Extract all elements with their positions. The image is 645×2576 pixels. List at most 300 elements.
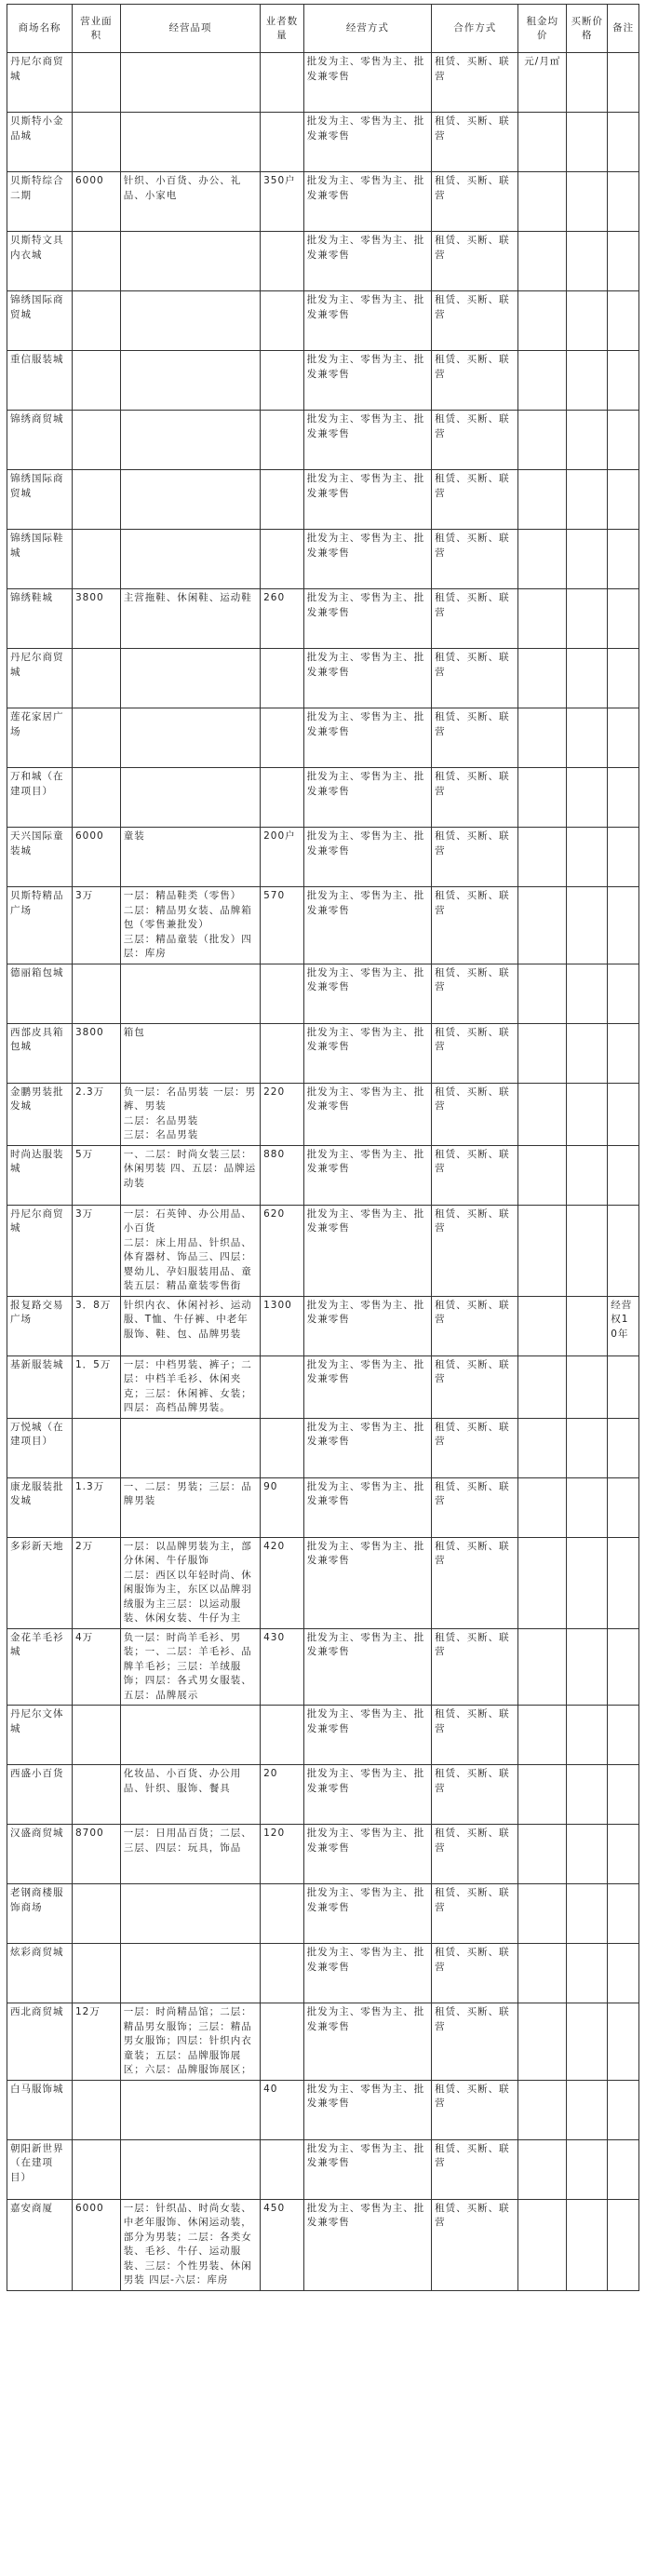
note-cell	[608, 291, 639, 351]
mode-cell-text: 批发为主、零售为主、批发兼零售	[306, 2006, 425, 2032]
rent-cell	[518, 411, 567, 470]
mode-cell	[303, 768, 431, 828]
table-row	[7, 1765, 639, 1825]
coop-cell-text: 租赁、买断、联营	[435, 354, 510, 380]
table-row	[7, 1628, 639, 1706]
mode-cell	[303, 530, 431, 589]
price-cell	[567, 172, 608, 232]
count-cell: 200户	[261, 828, 304, 887]
coop-cell-text: 租赁、买断、联营	[435, 592, 510, 618]
mode-cell	[303, 1765, 431, 1825]
rent-cell	[518, 768, 567, 828]
mode-cell-text: 批发为主、零售为主、批发兼零售	[306, 175, 425, 201]
items-cell: 一层：中档男装、裤子；二层：中档羊毛衫、休闲夹克；三层：休闲裤、女装；四层：高档品牌男装。	[120, 1355, 260, 1418]
coop-cell	[432, 232, 518, 291]
coop-cell-text: 租赁、买断、联营	[435, 1887, 510, 1913]
table-row	[7, 470, 639, 530]
area-cell: 2万	[72, 1537, 120, 1628]
items-cell: 针织内衣、休闲衬衫、运动服、T恤、牛仔裤、中老年服饰、鞋、包、品牌男装	[120, 1296, 260, 1355]
coop-cell	[432, 1418, 518, 1477]
note-cell	[608, 828, 639, 887]
area-cell	[72, 708, 120, 768]
items-cell	[120, 1884, 260, 1944]
mall-name-cell: 康龙服装批发城	[7, 1477, 73, 1537]
mode-cell	[303, 1083, 431, 1145]
note-cell	[608, 2080, 639, 2139]
price-cell	[567, 649, 608, 708]
items-cell	[120, 113, 260, 172]
area-cell: 4万	[72, 1628, 120, 1706]
note-cell	[608, 1537, 639, 1628]
mode-cell	[303, 1628, 431, 1706]
price-cell	[567, 351, 608, 411]
table-row	[7, 1083, 639, 1145]
price-cell	[567, 470, 608, 530]
rent-cell	[518, 1765, 567, 1825]
coop-cell	[432, 828, 518, 887]
count-cell: 220	[261, 1083, 304, 1145]
mode-cell	[303, 589, 431, 649]
coop-cell-text: 租赁、买断、联营	[435, 1299, 510, 1325]
rent-cell	[518, 1296, 567, 1355]
coop-cell	[432, 2080, 518, 2139]
coop-cell-text: 租赁、买断、联营	[435, 1708, 510, 1734]
coop-cell	[432, 1628, 518, 1706]
mall-name-cell: 西盛小百货	[7, 1765, 73, 1825]
rent-cell	[518, 291, 567, 351]
coop-cell-text: 租赁、买断、联营	[435, 1480, 510, 1506]
mall-name-cell: 基新服装城	[7, 1355, 73, 1418]
coop-cell-text: 租赁、买断、联营	[435, 966, 510, 992]
coop-cell	[432, 1355, 518, 1418]
coop-cell-text: 租赁、买断、联营	[435, 294, 510, 320]
table-row	[7, 887, 639, 964]
price-cell	[567, 113, 608, 172]
rent-cell	[518, 470, 567, 530]
note-cell	[608, 887, 639, 964]
items-cell	[120, 411, 260, 470]
area-cell: 3800	[72, 1023, 120, 1083]
mall-name-cell: 丹尼尔商贸城	[7, 649, 73, 708]
count-cell	[261, 470, 304, 530]
rent-cell	[518, 232, 567, 291]
price-cell	[567, 530, 608, 589]
area-cell	[72, 530, 120, 589]
mode-cell-text: 批发为主、零售为主、批发兼零售	[306, 1708, 425, 1734]
area-cell: 3万	[72, 887, 120, 964]
table-row	[7, 768, 639, 828]
count-cell	[261, 708, 304, 768]
table-row	[7, 1477, 639, 1537]
note-cell	[608, 1628, 639, 1706]
price-cell	[567, 1477, 608, 1537]
items-cell	[120, 2139, 260, 2199]
mode-cell	[303, 1537, 431, 1628]
mode-cell	[303, 291, 431, 351]
rent-cell	[518, 172, 567, 232]
price-cell	[567, 2199, 608, 2290]
count-cell	[261, 1418, 304, 1477]
coop-cell-text: 租赁、买断、联营	[435, 2083, 510, 2109]
coop-cell	[432, 470, 518, 530]
count-cell: 570	[261, 887, 304, 964]
mall-name-cell: 丹尼尔文体城	[7, 1706, 73, 1765]
rent-cell	[518, 1145, 567, 1205]
mode-cell	[303, 2003, 431, 2081]
mode-cell-text: 批发为主、零售为主、批发兼零售	[306, 830, 425, 856]
area-cell: 3．8万	[72, 1296, 120, 1355]
mode-cell-text: 批发为主、零售为主、批发兼零售	[306, 771, 425, 797]
items-cell: 一、二层：时尚女装三层：休闲男装 四、五层：品牌运动装	[120, 1145, 260, 1205]
market-table	[7, 4, 639, 2291]
mode-cell	[303, 708, 431, 768]
coop-cell	[432, 768, 518, 828]
area-cell	[72, 964, 120, 1023]
table-row	[7, 828, 639, 887]
table-row	[7, 232, 639, 291]
note-cell	[608, 1825, 639, 1884]
note-cell	[608, 2003, 639, 2081]
mode-cell-text: 批发为主、零售为主、批发兼零售	[306, 413, 425, 439]
mode-cell-text: 批发为主、零售为主、批发兼零售	[306, 533, 425, 559]
coop-cell	[432, 1884, 518, 1944]
area-cell	[72, 232, 120, 291]
count-cell: 40	[261, 2080, 304, 2139]
table-row	[7, 1418, 639, 1477]
coop-cell-text: 租赁、买断、联营	[435, 2202, 510, 2228]
header-mode: 经营方式	[303, 5, 431, 53]
area-cell: 1.3万	[72, 1477, 120, 1537]
price-cell	[567, 1023, 608, 1083]
table-row	[7, 172, 639, 232]
mode-cell-text: 批发为主、零售为主、批发兼零售	[306, 1421, 425, 1447]
coop-cell-text: 租赁、买断、联营	[435, 1207, 510, 1234]
price-cell	[567, 53, 608, 113]
count-cell	[261, 649, 304, 708]
price-cell	[567, 1145, 608, 1205]
price-cell	[567, 1706, 608, 1765]
items-cell	[120, 530, 260, 589]
coop-cell	[432, 1765, 518, 1825]
count-cell	[261, 1884, 304, 1944]
rent-cell	[518, 1537, 567, 1628]
coop-cell	[432, 1296, 518, 1355]
coop-cell	[432, 530, 518, 589]
table-row	[7, 1944, 639, 2003]
count-cell	[261, 53, 304, 113]
note-cell	[608, 2139, 639, 2199]
area-cell: 5万	[72, 1145, 120, 1205]
count-cell	[261, 411, 304, 470]
table-row	[7, 113, 639, 172]
mode-cell	[303, 1145, 431, 1205]
note-cell: 经营权10年	[608, 1296, 639, 1355]
items-cell: 负一层：名品男装 一层：男裤、男装 二层：名品男装 三层：名品男装	[120, 1083, 260, 1145]
rent-cell	[518, 351, 567, 411]
price-cell	[567, 1205, 608, 1296]
items-cell: 一层：时尚精品馆；二层：精品男女服饰；三层：精品男女服饰；四层：针织内衣童装；五层：品牌服饰展区；六层：品牌服饰展区；	[120, 2003, 260, 2081]
area-cell	[72, 291, 120, 351]
count-cell	[261, 964, 304, 1023]
mode-cell	[303, 1825, 431, 1884]
mode-cell	[303, 1418, 431, 1477]
items-cell: 针织、小百货、办公、礼品、小家电	[120, 172, 260, 232]
mall-name-cell: 金鹏男装批发城	[7, 1083, 73, 1145]
area-cell	[72, 1884, 120, 1944]
area-cell: 6000	[72, 172, 120, 232]
note-cell	[608, 964, 639, 1023]
mode-cell-text: 批发为主、零售为主、批发兼零售	[306, 2142, 425, 2168]
mode-cell-text: 批发为主、零售为主、批发兼零售	[306, 1827, 425, 1854]
mode-cell-text: 批发为主、零售为主、批发兼零售	[306, 56, 425, 82]
table-row	[7, 2080, 639, 2139]
price-cell	[567, 291, 608, 351]
area-cell	[72, 2139, 120, 2199]
header-count: 业者数量	[261, 5, 304, 53]
mall-name-cell: 锦绣鞋城	[7, 589, 73, 649]
coop-cell	[432, 1083, 518, 1145]
note-cell	[608, 589, 639, 649]
coop-cell-text: 租赁、买断、联营	[435, 1026, 510, 1052]
items-cell	[120, 232, 260, 291]
rent-cell	[518, 1205, 567, 1296]
coop-cell-text: 租赁、买断、联营	[435, 771, 510, 797]
rent-cell	[518, 1944, 567, 2003]
rent-cell	[518, 589, 567, 649]
coop-cell-text: 租赁、买断、联营	[435, 830, 510, 856]
coop-cell-text: 租赁、买断、联营	[435, 1540, 510, 1566]
area-cell	[72, 1765, 120, 1825]
count-cell: 260	[261, 589, 304, 649]
area-cell: 8700	[72, 1825, 120, 1884]
coop-cell	[432, 589, 518, 649]
rent-cell	[518, 1083, 567, 1145]
coop-cell-text: 租赁、买断、联营	[435, 1148, 510, 1174]
mall-name-cell: 白马服饰城	[7, 2080, 73, 2139]
note-cell	[608, 172, 639, 232]
price-cell	[567, 1628, 608, 1706]
rent-cell	[518, 1477, 567, 1537]
table-row	[7, 53, 639, 113]
coop-cell	[432, 2003, 518, 2081]
note-cell	[608, 113, 639, 172]
rent-cell	[518, 828, 567, 887]
price-cell	[567, 828, 608, 887]
note-cell	[608, 232, 639, 291]
count-cell	[261, 232, 304, 291]
count-cell: 120	[261, 1825, 304, 1884]
area-cell	[72, 470, 120, 530]
price-cell	[567, 1355, 608, 1418]
mode-cell	[303, 1477, 431, 1537]
mode-cell	[303, 1944, 431, 2003]
mode-cell-text: 批发为主、零售为主、批发兼零售	[306, 966, 425, 992]
table-row	[7, 1537, 639, 1628]
coop-cell	[432, 2199, 518, 2290]
mode-cell-text: 批发为主、零售为主、批发兼零售	[306, 1086, 425, 1112]
count-cell	[261, 530, 304, 589]
table-row	[7, 411, 639, 470]
items-cell: 一层：精品鞋类（零售） 二层：精品男女装、品牌箱包（零售兼批发） 三层：精品童装（批发）四层：库房	[120, 887, 260, 964]
area-cell	[72, 649, 120, 708]
coop-cell-text: 租赁、买断、联营	[435, 413, 510, 439]
mall-name-cell: 贝斯特小金品城	[7, 113, 73, 172]
items-cell: 一层：石英钟、办公用品、小百货 二层：床上用品、针织品、体育器材、饰品三、四层：婴幼儿、孕妇服装用品、童装五层：精品童装零售街	[120, 1205, 260, 1296]
table-row	[7, 351, 639, 411]
area-cell: 2.3万	[72, 1083, 120, 1145]
note-cell	[608, 351, 639, 411]
count-cell: 620	[261, 1205, 304, 1296]
rent-cell: 元/月㎡	[518, 53, 567, 113]
mode-cell	[303, 2080, 431, 2139]
coop-cell	[432, 649, 518, 708]
table-row	[7, 1205, 639, 1296]
coop-cell	[432, 411, 518, 470]
mall-name-cell: 炫彩商贸城	[7, 1944, 73, 2003]
mode-cell-text: 批发为主、零售为主、批发兼零售	[306, 115, 425, 142]
coop-cell	[432, 1825, 518, 1884]
mall-name-cell: 重信服装城	[7, 351, 73, 411]
note-cell	[608, 1205, 639, 1296]
items-cell	[120, 768, 260, 828]
count-cell: 450	[261, 2199, 304, 2290]
items-cell	[120, 470, 260, 530]
table-row	[7, 291, 639, 351]
rent-cell	[518, 1884, 567, 1944]
mode-cell-text: 批发为主、零售为主、批发兼零售	[306, 473, 425, 499]
note-cell	[608, 1765, 639, 1825]
coop-cell	[432, 708, 518, 768]
note-cell	[608, 708, 639, 768]
coop-cell	[432, 964, 518, 1023]
mall-name-cell: 嘉安商厦	[7, 2199, 73, 2290]
price-cell	[567, 1884, 608, 1944]
mall-name-cell: 西部皮具箱包城	[7, 1023, 73, 1083]
price-cell	[567, 1418, 608, 1477]
coop-cell	[432, 53, 518, 113]
rent-cell	[518, 649, 567, 708]
mode-cell	[303, 887, 431, 964]
rent-cell	[518, 1023, 567, 1083]
coop-cell	[432, 291, 518, 351]
mode-cell	[303, 232, 431, 291]
mode-cell-text: 批发为主、零售为主、批发兼零售	[306, 1947, 425, 1973]
items-cell	[120, 2080, 260, 2139]
coop-cell	[432, 1944, 518, 2003]
mode-cell-text: 批发为主、零售为主、批发兼零售	[306, 1358, 425, 1384]
items-cell	[120, 53, 260, 113]
mall-name-cell: 汉盛商贸城	[7, 1825, 73, 1884]
rent-cell	[518, 1628, 567, 1706]
coop-cell	[432, 1477, 518, 1537]
count-cell	[261, 1944, 304, 2003]
mode-cell-text: 批发为主、零售为主、批发兼零售	[306, 1480, 425, 1506]
rent-cell	[518, 530, 567, 589]
coop-cell	[432, 2139, 518, 2199]
price-cell	[567, 1083, 608, 1145]
note-cell	[608, 1355, 639, 1418]
count-cell: 880	[261, 1145, 304, 1205]
mall-name-cell: 报复路交易广场	[7, 1296, 73, 1355]
count-cell	[261, 1706, 304, 1765]
price-cell	[567, 768, 608, 828]
coop-cell-text: 租赁、买断、联营	[435, 235, 510, 261]
table-row	[7, 1706, 639, 1765]
coop-cell-text: 租赁、买断、联营	[435, 2006, 510, 2032]
rent-cell	[518, 1355, 567, 1418]
coop-cell-text: 租赁、买断、联营	[435, 2142, 510, 2168]
mall-name-cell: 锦绣商贸城	[7, 411, 73, 470]
items-cell	[120, 708, 260, 768]
items-cell: 箱包	[120, 1023, 260, 1083]
price-cell	[567, 232, 608, 291]
coop-cell-text: 租赁、买断、联营	[435, 1358, 510, 1384]
mall-name-cell: 金花羊毛衫城	[7, 1628, 73, 1706]
count-cell	[261, 113, 304, 172]
mall-name-cell: 莲花家居广场	[7, 708, 73, 768]
items-cell	[120, 291, 260, 351]
mall-name-cell: 万悦城（在建项目）	[7, 1418, 73, 1477]
table-row	[7, 649, 639, 708]
mall-name-cell: 丹尼尔商贸城	[7, 53, 73, 113]
mode-cell	[303, 470, 431, 530]
note-cell	[608, 649, 639, 708]
rent-cell	[518, 2139, 567, 2199]
mode-cell-text: 批发为主、零售为主、批发兼零售	[306, 1026, 425, 1052]
rent-cell	[518, 1706, 567, 1765]
coop-cell	[432, 1205, 518, 1296]
mall-name-cell: 锦绣国际商贸城	[7, 470, 73, 530]
mode-cell-text: 批发为主、零售为主、批发兼零售	[306, 711, 425, 737]
coop-cell	[432, 351, 518, 411]
mall-name-cell: 天兴国际童装城	[7, 828, 73, 887]
header-items: 经营品项	[120, 5, 260, 53]
table-row	[7, 1296, 639, 1355]
coop-cell	[432, 113, 518, 172]
note-cell	[608, 1083, 639, 1145]
coop-cell-text: 租赁、买断、联营	[435, 1947, 510, 1973]
mode-cell	[303, 1296, 431, 1355]
price-cell	[567, 1765, 608, 1825]
mall-name-cell: 老钢商楼服饰商场	[7, 1884, 73, 1944]
area-cell: 6000	[72, 2199, 120, 2290]
header-row	[7, 5, 639, 53]
area-cell	[72, 1706, 120, 1765]
items-cell	[120, 649, 260, 708]
mall-name-cell: 时尚达服装城	[7, 1145, 73, 1205]
mode-cell-text: 批发为主、零售为主、批发兼零售	[306, 1768, 425, 1794]
note-cell	[608, 1477, 639, 1537]
note-cell	[608, 530, 639, 589]
coop-cell-text: 租赁、买断、联营	[435, 1421, 510, 1447]
mode-cell	[303, 2199, 431, 2290]
items-cell: 一层：日用品百货；二层、三层、四层：玩具，饰品	[120, 1825, 260, 1884]
items-cell	[120, 351, 260, 411]
price-cell	[567, 1537, 608, 1628]
header-area: 营业面积	[72, 5, 120, 53]
price-cell	[567, 411, 608, 470]
note-cell	[608, 2199, 639, 2290]
mode-cell	[303, 113, 431, 172]
mode-cell-text: 批发为主、零售为主、批发兼零售	[306, 1299, 425, 1325]
count-cell: 90	[261, 1477, 304, 1537]
note-cell	[608, 768, 639, 828]
count-cell	[261, 2139, 304, 2199]
mall-name-cell: 德丽箱包城	[7, 964, 73, 1023]
rent-cell	[518, 1825, 567, 1884]
count-cell: 1300	[261, 1296, 304, 1355]
area-cell	[72, 351, 120, 411]
